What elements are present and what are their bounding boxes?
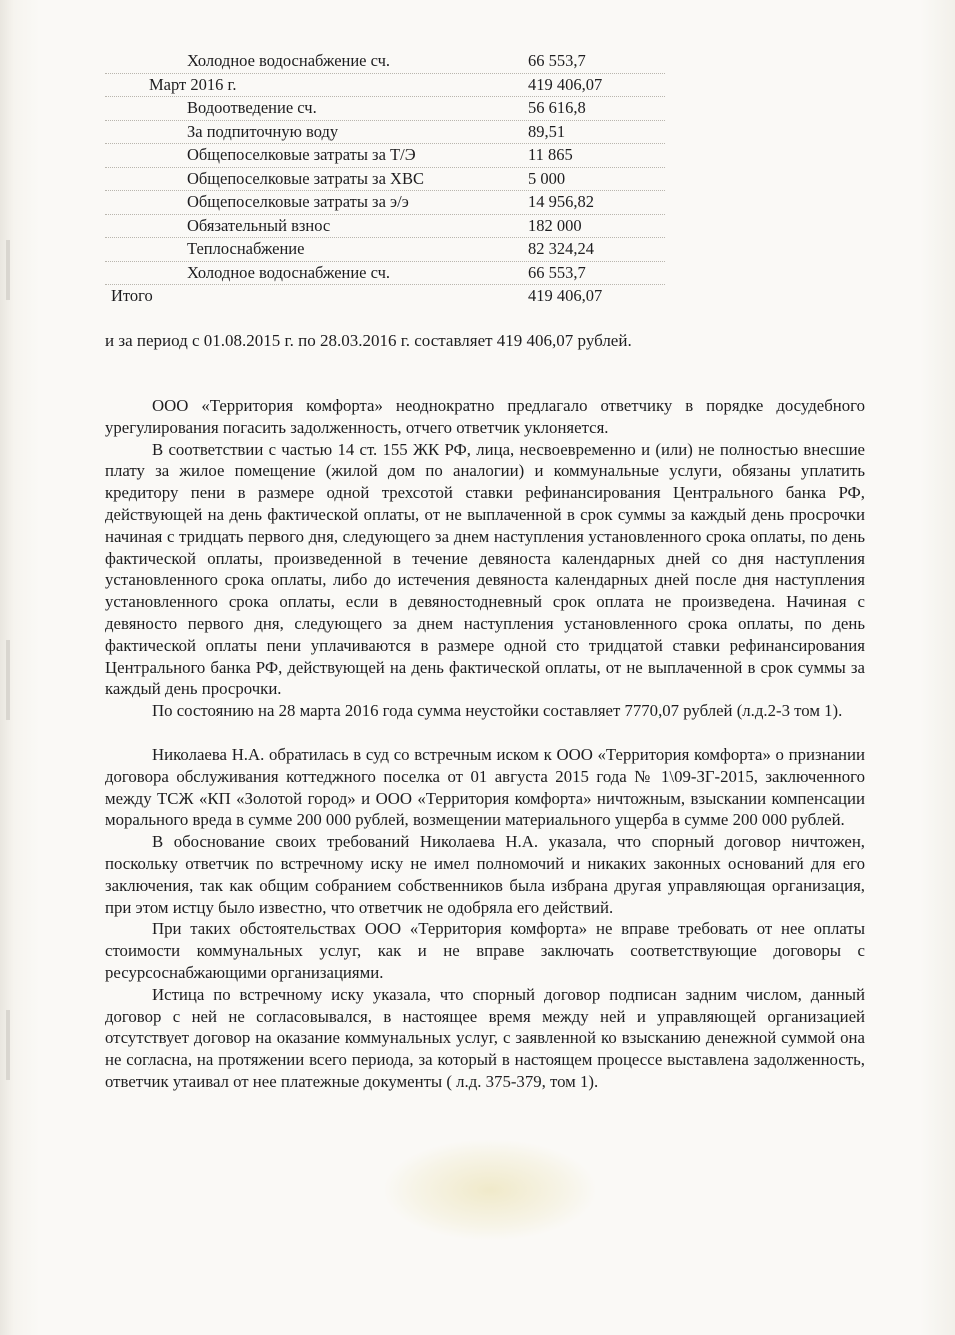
table-row [105,97,665,121]
paragraph-pretrial: ООО «Территория комфорта» неоднократно предлагало ответчику в порядке досудебного урегулирования погасить задолженность, отчего ответчик уклоняется. [105,396,865,437]
scan-edge-mark [6,240,10,300]
table-row [105,144,665,168]
row-label: Общепоселковые затраты за Т/Э [187,145,416,164]
row-label: Холодное водоснабжение сч. [187,262,391,282]
row-amount: 11 865 [528,145,573,164]
row-amount: 89,51 [528,121,566,141]
row-amount: 66 553,7 [528,51,586,70]
row-label: Обязательный взнос [187,215,331,235]
total-amount: 419 406,07 [528,286,603,305]
row-label: Общепоселковые затраты за э/э [187,192,409,211]
row-label: Теплоснабжение [187,239,305,258]
row-amount: 182 000 [528,215,582,235]
table-row [105,262,665,286]
row-amount: 82 324,24 [528,239,594,258]
table-row [105,121,665,145]
row-label: Март 2016 г. [149,74,237,94]
table-row [105,168,665,192]
debt-statement-table [105,50,665,308]
period-summary: и за период с 01.08.2015 г. по 28.03.2016 г. составляет 419 406,07 рублей. [105,331,632,350]
paragraph-circumstances: При таких обстоятельствах ООО «Территория комфорта» не вправе требовать от нее оплаты стоимости коммунальных услуг, как и не вправе заключать соответствующие договоры с ресурсоснабжающими организациями. [105,919,865,982]
table-row [105,215,665,239]
row-label: За подпиточную воду [187,121,339,141]
paper-stain [385,1140,595,1240]
row-amount: 56 616,8 [528,98,586,117]
scan-edge-mark [6,640,10,720]
row-amount: 419 406,07 [528,74,603,94]
row-label: Водоотведение сч. [187,98,317,117]
total-label: Итого [111,286,153,305]
document-body [105,395,865,1093]
table-row [105,238,665,262]
paragraph-grounds: В обоснование своих требований Николаева Н.А. указала, что спорный договор ничтожен, поскольку ответчик по встречному иску не имел полномочий и никаких законных оснований для его заключения, так как общим собранием собственников была избрана другая управляющая организация, при этом истцу было известно, что ответчик не одобряла его действий. [105,832,865,917]
row-amount: 66 553,7 [528,262,586,282]
table-row-month [105,74,665,98]
scan-edge-mark [6,1010,10,1080]
paragraph-counterclaim: Николаева Н.А. обратилась в суд со встречным иском к ООО «Территория комфорта» о признании договора обслуживания коттеджного поселка от 01 августа 2015 года № 1\09-ЗГ-2015, заключенного между ТСЖ «КП «Золотой город» и ООО «Территория комфорта» ничтожным, взыскании компенсации морального вреда в сумме 200 000 рублей, возмещении материального ущерба в сумме 200 000 рублей. [105,744,865,830]
row-label: Общепоселковые затраты за ХВС [187,168,424,188]
row-amount: 14 956,82 [528,192,594,211]
paragraph-penalty-law: В соответствии с частью 14 ст. 155 ЖК РФ, лица, несвоевременно и (или) не полностью внесшие плату за жилое помещение (жилой дом по аналогии) и коммунальные услуги, обязаны уплатить кредитору пени в размере одной трехсотой ставки рефинансирования Центрального банка РФ, действующей на день фактической оплаты, от не выплаченной в срок суммы за каждый день просрочки начиная с тридцать первого дня, следующего за днем наступления установленного срока оплаты, по день фактической оплаты, произведенной в течение девяноста календарных дней со дня наступления установленного срока оплаты, либо до истечения девяноста календарных дней после дня наступления установленного срока оплаты, если в девяностодневный срок оплата не произведена. Начиная с девяносто первого дня, следующего за днем наступления установленного срока оплаты, по день фактической оплаты пени уплачиваются в размере одной сто тридцатой ставки рефинансирования Центрального банка РФ, действующей на день фактической оплаты, от не выплаченной в срок суммы за каждый день просрочки. [105,439,865,699]
row-amount: 5 000 [528,168,566,188]
table-row-total [105,285,665,308]
paragraph-penalty-amount: По состоянию на 28 марта 2016 года сумма неустойки составляет 7770,07 рублей (л.д.2-3 том 1). [152,701,843,721]
row-label: Холодное водоснабжение сч. [187,51,391,70]
table-row [105,50,665,74]
table-row [105,191,665,215]
paragraph-plaintiff-claims: Истица по встречному иску указала, что спорный договор подписан задним числом, данный договор с ней не согласовывался, в настоящее время между ней и управляющей организацией отсутствует договор на оказание коммунальных услуг, с заявленной ко взысканию денежной суммой она не согласна, на протяжении всего периода, за который в настоящем процессе выставлена задолженность, ответчик утаивал от нее платежные документы ( л.д. 375-379, том 1). [105,984,865,1091]
